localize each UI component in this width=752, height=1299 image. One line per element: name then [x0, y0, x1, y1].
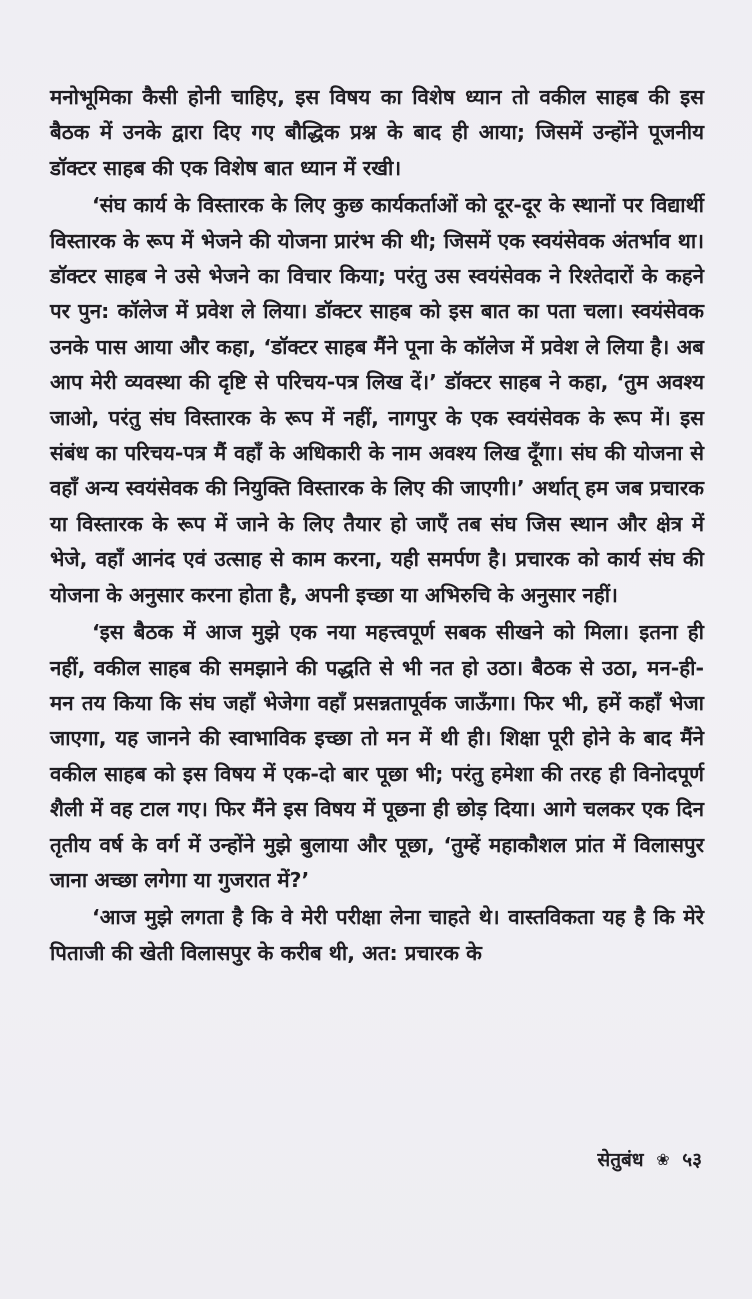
- flower-separator-icon: ❀: [656, 1150, 670, 1169]
- paragraph-4: ‘आज मुझे लगता है कि वे मेरी परीक्षा लेना चाहते थे। वास्तविकता यह है कि मेरे पिताजी की खेती विलासपुर के करीब थी, अत: प्रचारक के: [50, 905, 704, 965]
- page-footer: [597, 1146, 702, 1172]
- page-number: ५३: [682, 1149, 702, 1171]
- book-title: सेतुबंध: [597, 1149, 644, 1171]
- page-body-text: [50, 80, 704, 971]
- paragraph-2: ‘संघ कार्य के विस्तारक के लिए कुछ कार्यकर्ताओं को दूर-दूर के स्थानों पर विद्यार्थी विस्तारक के रूप में भेजने की योजना प्रारंभ की थी; जिसमें एक स्वयंसेवक अंतर्भाव था। डॉक्टर साहब ने उसे भेजने का विचार किया; परंतु उस स्वयंसेवक ने रिश्तेदारों के कहने पर पुन: कॉलेज में प्रवेश ले लिया। डॉक्टर साहब को इस बात का पता चला। स्वयंसेवक उनके पास आया और कहा, ‘डॉक्टर साहब मैंने पूना के कॉलेज में प्रवेश ले लिया है। अब आप मेरी व्यवस्था की दृष्टि से परिचय-पत्र लिख दें।’ डॉक्टर साहब ने कहा, ‘तुम अवश्य जाओ, परंतु संघ विस्तारक के रूप में नहीं, नागपुर के एक स्वयंसेवक के रूप में। इस संबंध का परिचय-पत्र मैं वहाँ के अधिकारी के नाम अवश्य लिख दूँगा। संघ की योजना से वहाँ अन्य स्वयंसेवक की नियुक्ति विस्तारक के लिए की जाएगी।’ अर्थात् हम जब प्रचारक या विस्तारक के रूप में जाने के लिए तैयार हो जाएँ तब संघ जिस स्थान और क्षेत्र में भेजे, वहाँ आनंद एवं उत्साह से काम करना, यही समर्पण है। प्रचारक को कार्य संघ की योजना के अनुसार करना होता है, अपनी इच्छा या अभिरुचि के अनुसार नहीं।: [50, 193, 704, 607]
- paragraph-1: मनोभूमिका कैसी होनी चाहिए, इस विषय का विशेष ध्यान तो वकील साहब की इस बैठक में उनके द्वारा दिए गए बौद्धिक प्रश्न के बाद ही आया; जिसमें उन्होंने पूजनीय डॉक्टर साहब की एक विशेष बात ध्यान में रखी।: [50, 85, 704, 180]
- paragraph-3: ‘इस बैठक में आज मुझे एक नया महत्त्वपूर्ण सबक सीखने को मिला। इतना ही नहीं, वकील साहब की समझाने की पद्धति से भी नत हो उठा। बैठक से उठा, मन-ही-मन तय किया कि संघ जहाँ भेजेगा वहाँ प्रसन्नतापूर्वक जाऊँगा। फिर भी, हमें कहाँ भेजा जाएगा, यह जानने की स्वाभाविक इच्छा तो मन में थी ही। शिक्षा पूरी होने के बाद मैंने वकील साहब को इस विषय में एक-दो बार पूछा भी; परंतु हमेशा की तरह ही विनोदपूर्ण शैली में वह टाल गए। फिर मैंने इस विषय में पूछना ही छोड़ दिया। आगे चलकर एक दिन तृतीय वर्ष के वर्ग में उन्होंने मुझे बुलाया और पूछा, ‘तुम्हें महाकौशल प्रांत में विलासपुर जाना अच्छा लगेगा या गुजरात में?’: [50, 620, 704, 892]
